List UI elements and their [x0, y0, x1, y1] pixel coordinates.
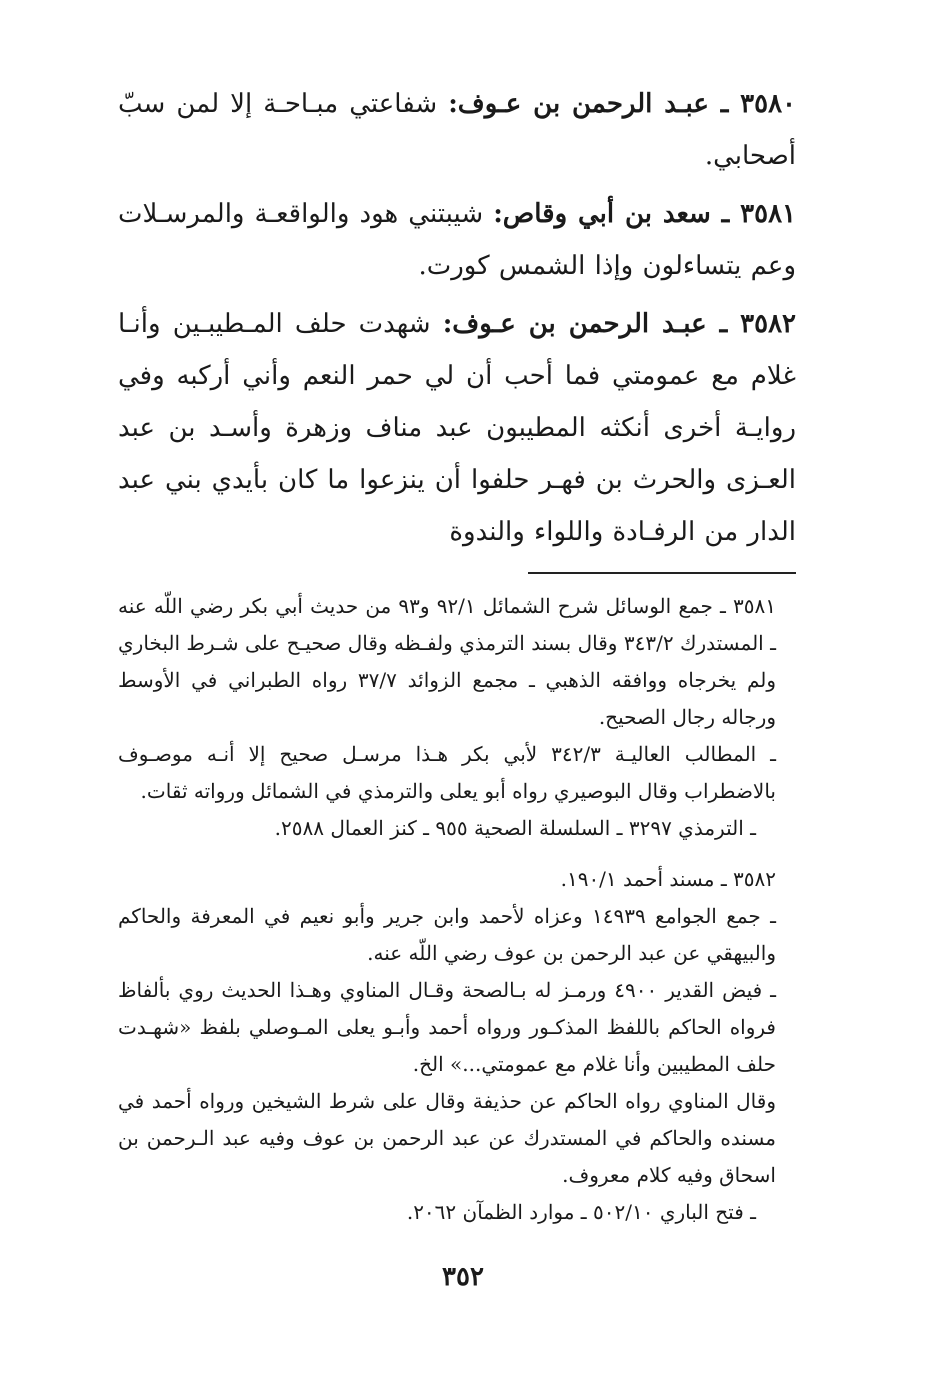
entry-heading: ٣٥٨١ ـ سعد بن أبي وقاص:: [493, 199, 796, 229]
footnote-3582-jawami: ـ جمع الجوامع ١٤٩٣٩ وعزاه لأحمد وابن جرير وأبو نعيم في المعرفة والحاكم والبيهقي عن عبد الرحمن بن عوف رضي اللّه عنه.: [118, 904, 776, 965]
page-content: [118, 78, 796, 1231]
footnote-3581-mataleb: ـ المطالب العاليـة ٣٤٢/٣ لأبي بكر هـذا مرسـل صحيح إلا أنـه موصـوف بالاضطراب وقال البوصيري رواه أبو يعلى والترمذي في الشمائل ورواته ثقات.: [118, 742, 777, 803]
page-number: ٣٥٢: [442, 1262, 484, 1292]
entry-heading: ٣٥٨٠ ـ عبـد الرحمن بن عـوف:: [448, 89, 797, 119]
footnote-3581-sources: ٣٥٨١ ـ جمع الوسائل شرح الشمائل ٩٢/١ و٩٣ من حديث أبي بكر رضي اللّه عنه ـ المستدرك ٣٤٣/٢ وقال بسند الترمذي ولفـظه وقال صحيـح على شـرط البخاري ولم يخرجاه ووافقه الذهبي ـ مجمع الزوائد ٣٧/٧ رواه الطبراني في الأوسط ورجاله رجال الصحيح.: [118, 594, 777, 729]
hadith-entry-3580: [118, 78, 796, 182]
footnotes: [118, 588, 796, 1231]
entry-text: شهدت حلف المـطيبـين وأنـا غلام مع عمومتي فما أحب أن لي حمر النعم وأني أركبه وفي روايـة أخرى أنكثه المطيبون عبد مناف وزهرة وأسـد بن عبد العـزى والحرث بن فهـر حلفوا أن ينزعوا ما كان بأيدي بني عبد الدار من الرفـادة واللواء والندوة: [118, 309, 796, 547]
footnote-3582-musnad: ٣٥٨٢ ـ مسند أحمد ١٩٠/١.: [560, 867, 776, 891]
footnote-3581-tirmidhi: ـ الترمذي ٣٢٩٧ ـ السلسلة الصحية ٩٥٥ ـ كنز العمال ٢٥٨٨.: [274, 816, 756, 840]
hadith-entry-3582: [118, 298, 796, 558]
footnote-3582-faydh: ـ فيض القدير ٤٩٠٠ ورمـز له بـالصحة وقـال المناوي وهـذا الحديث روي بألفاظ فرواه الحاكم باللفظ المذكـور ورواه أحمد وأبـو يعلى المـوصلي بلفظ «شهـدت حلف المطيبين وأنا غلام مع عمومتي...» الخ.: [118, 978, 776, 1076]
footnote-divider: [528, 572, 796, 574]
footnote-3582-fath: ـ فتح الباري ٥٠٢/١٠ ـ موارد الظمآن ٢٠٦٢.: [406, 1200, 756, 1224]
entry-text: شيبتني هود والواقعـة والمرسـلات وعم يتساءلون وإذا الشمس كورت.: [118, 199, 796, 281]
footnote-3582-munawi: وقال المناوي رواه الحاكم عن حذيفة وقال على شرط الشيخين ورواه أحمد في مسنده والحاكم في المستدرك عن عبد الرحمن بن عوف وفيه عبد الـرحمن بن اسحاق وفيه كلام معروف.: [118, 1089, 776, 1187]
hadith-entry-3581: [118, 188, 796, 292]
entry-text: شفاعتي مبـاحـة إلا لمن سبّ أصحابي.: [118, 89, 796, 171]
entry-heading: ٣٥٨٢ ـ عبـد الرحمن بن عـوف:: [442, 309, 796, 339]
